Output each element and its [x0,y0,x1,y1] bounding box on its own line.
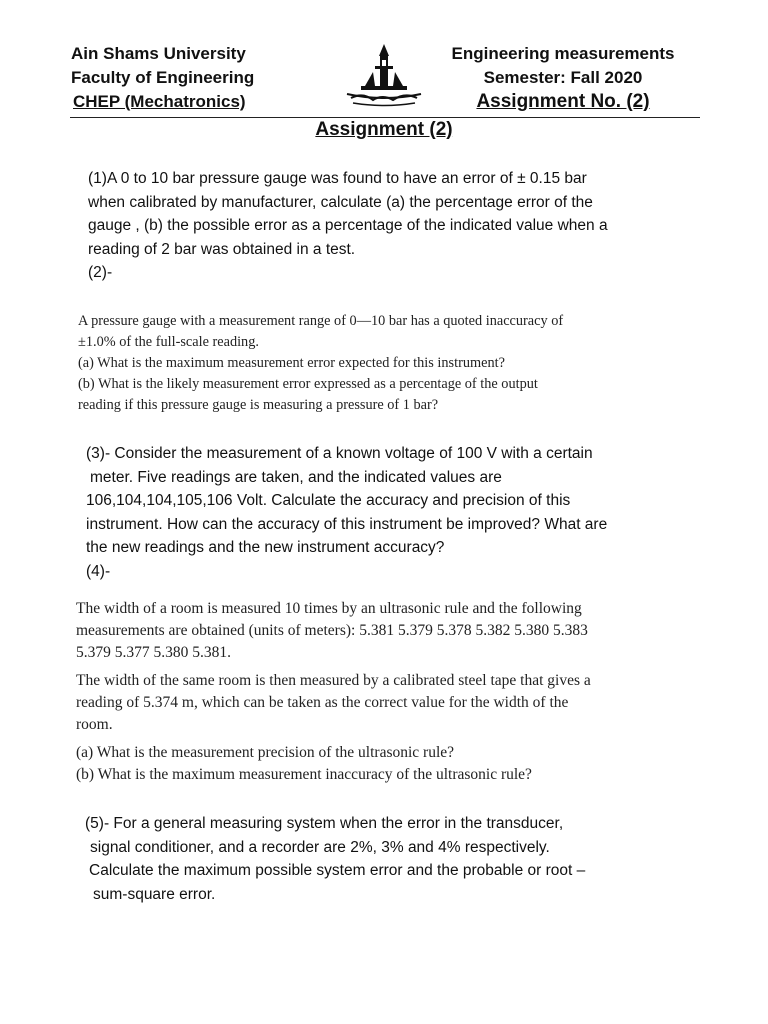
university-name: Ain Shams University [71,44,246,63]
question-line: Calculate the maximum possible system error and the probable or root – [89,862,586,880]
question-1 [88,167,608,285]
question-line: reading of 5.374 m, which can be taken as the correct value for the width of the [76,694,569,711]
question-5 [85,812,585,906]
page-title [0,119,768,141]
course-name: Engineering measurements [451,44,675,63]
question-line: (a) What is the maximum measurement error expected for this instrument? [78,355,505,371]
question-line: reading if this pressure gauge is measuring a pressure of 1 bar? [78,397,439,413]
question-line: 5.379 5.377 5.380 5.381. [76,644,231,661]
question-line: room. [76,716,113,733]
question-line: meter. Five readings are taken, and the indicated values are [90,468,502,486]
question-line: The width of the same room is then measured by a calibrated steel tape that gives a [76,672,591,689]
question-line: A pressure gauge with a measurement range of 0—10 bar has a quoted inaccuracy of [78,313,564,329]
question-line: (a) What is the measurement precision of the ultrasonic rule? [76,744,455,761]
question-line: (3)- Consider the measurement of a known voltage of 100 V with a certain [86,445,593,462]
question-line: sum-square error. [93,885,216,903]
question-line: (1)A 0 to 10 bar pressure gauge was found to have an error of ± 0.15 bar [88,170,587,187]
question-2-excerpt [78,311,563,416]
question-line: The width of a room is measured 10 times by an ultrasonic rule and the following [76,600,582,617]
page-title-text: Assignment (2) [315,119,453,140]
question-line: ±1.0% of the full-scale reading. [78,334,259,350]
question-line: (5)- For a general measuring system when the error in the transducer, [85,815,564,832]
question-line: (4)- [86,562,111,580]
question-line: (b) What is the maximum measurement inaccuracy of the ultrasonic rule? [76,766,532,783]
question-line: (2)- [88,264,113,282]
question-4-excerpt [76,598,591,786]
semester: Semester: Fall 2020 [483,68,643,87]
assignment-number: Assignment No. (2) [476,91,650,112]
question-line: measurements are obtained (units of meters): 5.381 5.379 5.378 5.382 5.380 5.383 [76,622,588,639]
faculty-name: Faculty of Engineering [71,68,255,87]
department-name: CHEP (Mechatronics) [73,92,246,111]
university-logo [343,42,425,108]
question-line: (b) What is the likely measurement error expressed as a percentage of the output [78,376,538,392]
question-line: gauge , (b) the possible error as a percentage of the indicated value when a [88,217,608,235]
question-3 [86,442,607,584]
question-line: the new readings and the new instrument accuracy? [86,539,445,557]
header-divider [70,117,700,118]
question-line: when calibrated by manufacturer, calculate (a) the percentage error of the [88,193,593,211]
question-line: signal conditioner, and a recorder are 2%, 3% and 4% respectively. [90,838,550,856]
question-line: reading of 2 bar was obtained in a test. [88,240,356,258]
question-line: instrument. How can the accuracy of this instrument be improved? What are [86,515,608,533]
question-line: 106,104,104,105,106 Volt. Calculate the accuracy and precision of this [86,492,571,510]
